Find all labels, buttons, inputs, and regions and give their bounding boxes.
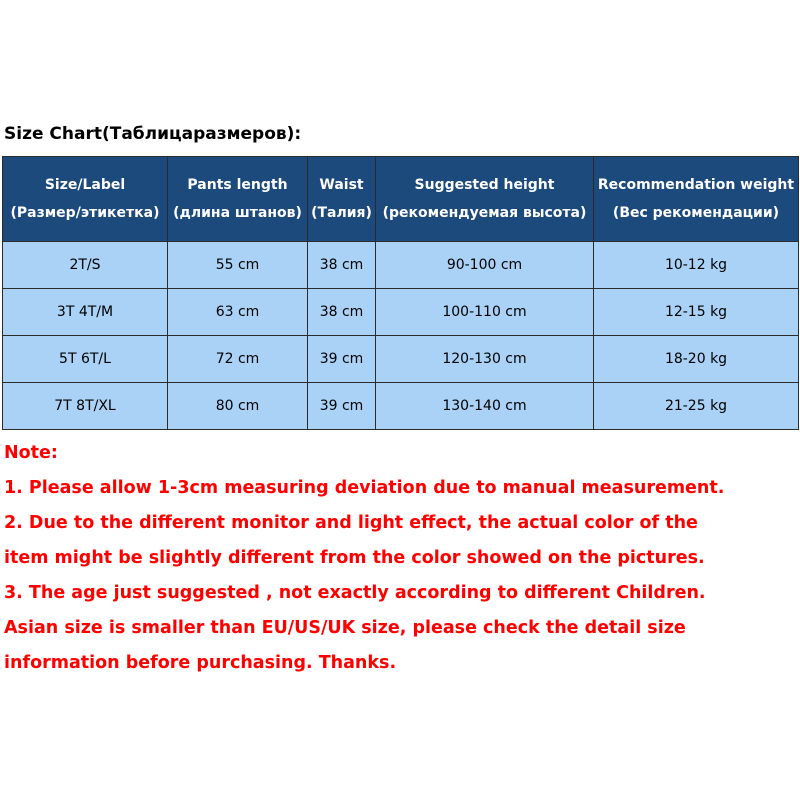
header-ru: (Вес рекомендации) xyxy=(612,205,780,221)
header-pants-length xyxy=(168,157,308,242)
header-ru: (длина штанов) xyxy=(173,205,302,221)
header-en: Waist xyxy=(319,177,364,193)
cell-height: 100-110 cm xyxy=(376,289,594,336)
header-ru: (Размер/этикетка) xyxy=(10,205,160,221)
header-en: Recommendation weight xyxy=(597,177,795,193)
header-ru: (рекомендуемая высота) xyxy=(382,205,587,221)
notes-section xyxy=(4,436,796,681)
cell-height: 130-140 cm xyxy=(376,383,594,430)
cell-pants-length: 55 cm xyxy=(168,242,308,289)
header-size-label xyxy=(3,157,168,242)
note-line: 1. Please allow 1-3cm measuring deviation due to manual measurement. xyxy=(4,478,725,498)
cell-height: 120-130 cm xyxy=(376,336,594,383)
cell-weight: 10-12 kg xyxy=(594,242,799,289)
table-row xyxy=(3,383,799,430)
table-row xyxy=(3,289,799,336)
note-line: Asian size is smaller than EU/US/UK size, please check the detail size xyxy=(4,618,686,638)
note-line: 3. The age just suggested , not exactly according to different Children. xyxy=(4,583,706,603)
cell-waist: 39 cm xyxy=(308,383,376,430)
note-heading: Note: xyxy=(4,443,58,463)
cell-size: 5T 6T/L xyxy=(3,336,168,383)
cell-pants-length: 80 cm xyxy=(168,383,308,430)
header-en: Suggested height xyxy=(414,177,555,193)
cell-waist: 38 cm xyxy=(308,289,376,336)
header-suggested-height xyxy=(376,157,594,242)
header-waist xyxy=(308,157,376,242)
cell-waist: 38 cm xyxy=(308,242,376,289)
cell-pants-length: 72 cm xyxy=(168,336,308,383)
cell-weight: 21-25 kg xyxy=(594,383,799,430)
table-row xyxy=(3,336,799,383)
note-line: item might be slightly different from the color showed on the pictures. xyxy=(4,548,705,568)
cell-waist: 39 cm xyxy=(308,336,376,383)
cell-pants-length: 63 cm xyxy=(168,289,308,336)
header-ru: (Талия) xyxy=(311,205,372,221)
note-line: 2. Due to the different monitor and light effect, the actual color of the xyxy=(4,513,698,533)
cell-size: 7T 8T/XL xyxy=(3,383,168,430)
note-line: information before purchasing. Thanks. xyxy=(4,653,397,673)
header-en: Pants length xyxy=(187,177,288,193)
page-title: Size Chart(Таблицаразмеров): xyxy=(4,124,302,144)
header-en: Size/Label xyxy=(44,177,126,193)
cell-size: 2T/S xyxy=(3,242,168,289)
cell-weight: 12-15 kg xyxy=(594,289,799,336)
table-row xyxy=(3,242,799,289)
cell-height: 90-100 cm xyxy=(376,242,594,289)
cell-size: 3T 4T/M xyxy=(3,289,168,336)
cell-weight: 18-20 kg xyxy=(594,336,799,383)
table-header-row xyxy=(3,157,799,242)
header-recommendation-weight xyxy=(594,157,799,242)
size-chart-table xyxy=(2,156,799,430)
